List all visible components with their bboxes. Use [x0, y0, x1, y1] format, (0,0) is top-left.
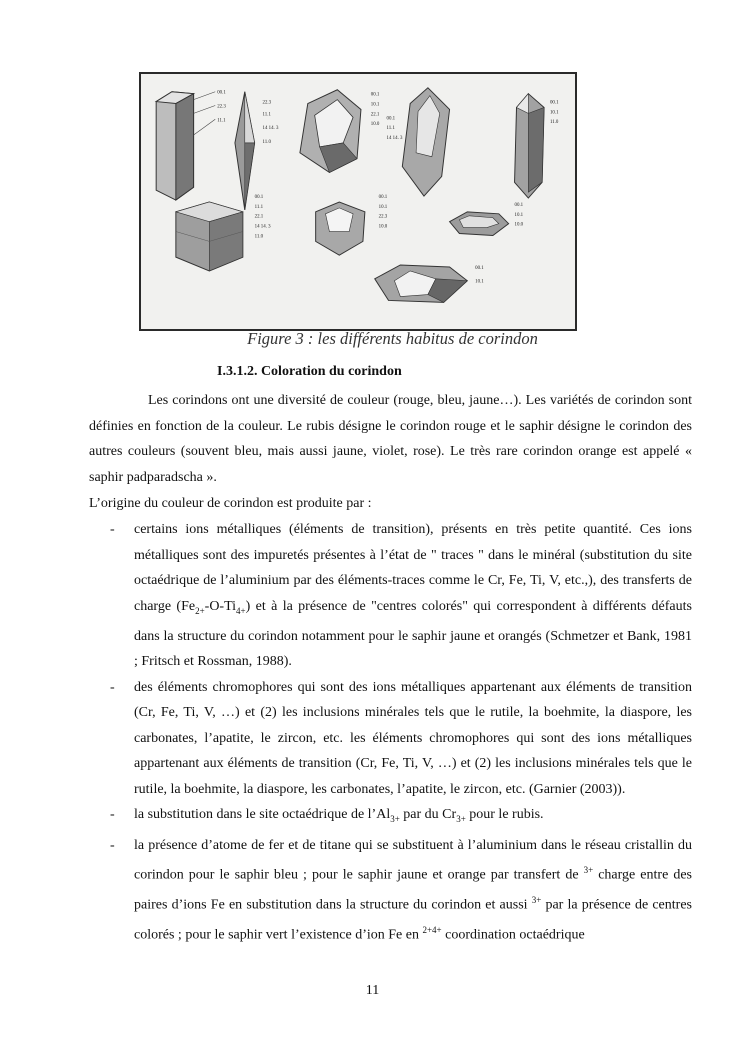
crystal-3-label-3: 22.1 — [370, 112, 380, 118]
crystal-6-label-1: 00.1 — [254, 195, 264, 201]
list-item: - des éléments chromophores qui sont des ions métalliques appartenant aux éléments de transition (Cr, Fe, Ti, V, …) et (2) les inclusions minérales tels que le rutile, la boehmite, la diaspore, les carbonates, l’apatite, le zircon, etc. les éléments chromophores qui sont des ions métalliques appartenant aux éléments de transition (Cr, Fe, Ti, V, …) et (2) les inclusions minérales tels que le rutile, la boehmite, la diaspore, les carbonates, l’apatite, le zircon, etc. (Garnier (2003)). — [89, 675, 692, 803]
crystal-3-label-4: 10.0 — [370, 122, 380, 128]
crystal-4-label-2: 11.1 — [386, 126, 395, 132]
crystal-polyhedron — [300, 90, 380, 173]
crystal-6-label-3: 22.1 — [254, 214, 264, 220]
crystal-bipyramid — [235, 92, 279, 210]
crystal-figure — [139, 72, 577, 331]
crystal-5-label-2: 10.1 — [549, 110, 559, 116]
crystal-7-label-4: 10.0 — [378, 224, 388, 230]
bullet-dash: - — [110, 837, 115, 853]
crystal-1-label-2: 22.3 — [217, 104, 226, 110]
crystal-flat-tablet — [375, 265, 485, 302]
crystal-tablet — [316, 195, 388, 255]
crystal-4-label-3: 14 14. 3 — [386, 135, 403, 141]
crystal-2-label-1: 22.3 — [262, 100, 272, 106]
list-item: - la substitution dans le site octaédrique de $l’Al_{3+}$ par du $Cr_{3+}$ pour le rubis. — [89, 802, 692, 832]
crystal-2-label-4: 11.0 — [262, 139, 271, 145]
crystal-4-label-1: 00.1 — [386, 116, 396, 122]
crystal-3-label-2: 10.1 — [370, 102, 380, 108]
crystal-hex-prism — [515, 94, 560, 198]
crystal-7-label-3: 22.3 — [378, 214, 388, 220]
paragraph-text: Les corindons ont une diversité de couleur (rouge, bleu, jaune…). Les variétés de corindon sont définies en fonction de la couleur. Le rubis désigne le corindon rouge et le saphir désigne le corindon des autres couleurs (souvent bleu, mais aussi jaune, violet, rose). Le très rare corindon orange est appelé « saphir padparadscha ». — [89, 393, 692, 485]
corundum-habits-illustration — [141, 74, 575, 329]
crystal-2-label-2: 11.1 — [262, 112, 271, 118]
crystal-7-label-1: 00.1 — [378, 195, 388, 201]
crystal-6-label-5: 11.0 — [254, 234, 264, 240]
crystal-9-label-2: 10.1 — [475, 279, 484, 285]
crystal-1-label-1: 00.1 — [217, 90, 226, 96]
bullet-dash: - — [110, 522, 115, 537]
crystal-5-label-3: 11.0 — [549, 120, 559, 126]
list-item: - certains ions métalliques (éléments de transition), présents en très petite quantité. Ces ions métalliques sont des impuretés présentes à l’état de " traces " dans le minéral (substitution du site octaédrique de l’aluminium par des éléments-traces comme le Cr, Fe, Ti, V, etc.,), des transferts de charge $(Fe_{2+}-O-Ti_{4+})$ et à la présence de "centres colorés" qui correspondent à différents défauts dans la structure du corindon notamment pour le saphir jaune et orangés (Schmetzer et Bank, 1981 ; Fritsch et Rossman, 1988). — [89, 517, 692, 675]
crystal-3-label-1: 00.1 — [370, 92, 380, 98]
crystal-8-label-3: 10.0 — [514, 222, 524, 228]
crystal-6-label-2: 11.1 — [254, 204, 264, 210]
crystal-6-label-4: 14 14. 3 — [254, 224, 271, 230]
crystal-barrel — [176, 195, 271, 271]
crystal-1-label-3: 11.1 — [217, 118, 226, 124]
list-item: - la présence d’atome de fer et de titane qui se substituent à l’aluminium dans le réseau cristallin du corindon pour le saphir bleu ; pour le saphir jaune et orange par transfert de $^{3+}$ charge entre des paires d’ions Fe en substitution dans la structure du corindon et aussi $^{3+}$ par la présence de centres colorés ; pour le saphir vert l’existence d’ion Fe en $^{2+4+}$ coordination octaédrique — [89, 833, 692, 949]
page-number: 11 — [365, 983, 380, 998]
crystal-plate — [450, 203, 524, 236]
paragraph-coloration — [89, 388, 692, 490]
origin-list — [89, 517, 692, 949]
crystal-7-label-2: 10.1 — [378, 204, 388, 210]
figure-caption: Figure 3 : les différents habitus de corindon — [247, 329, 538, 348]
crystal-elongated — [387, 88, 450, 196]
crystal-2-label-3: 14 14. 3 — [262, 126, 279, 132]
crystal-8-label-1: 00.1 — [514, 202, 524, 208]
crystal-prism — [156, 91, 226, 200]
intro-line: L’origine du couleur de corindon est produite par : — [89, 496, 372, 511]
crystal-8-label-2: 10.1 — [514, 212, 524, 218]
section-heading: I.3.1.2. Coloration du corindon — [217, 364, 402, 379]
bullet-dash: - — [110, 807, 115, 823]
bullet-dash: - — [110, 679, 115, 695]
crystal-5-label-1: 00.1 — [549, 100, 559, 106]
crystal-9-label-1: 00.1 — [475, 265, 484, 271]
